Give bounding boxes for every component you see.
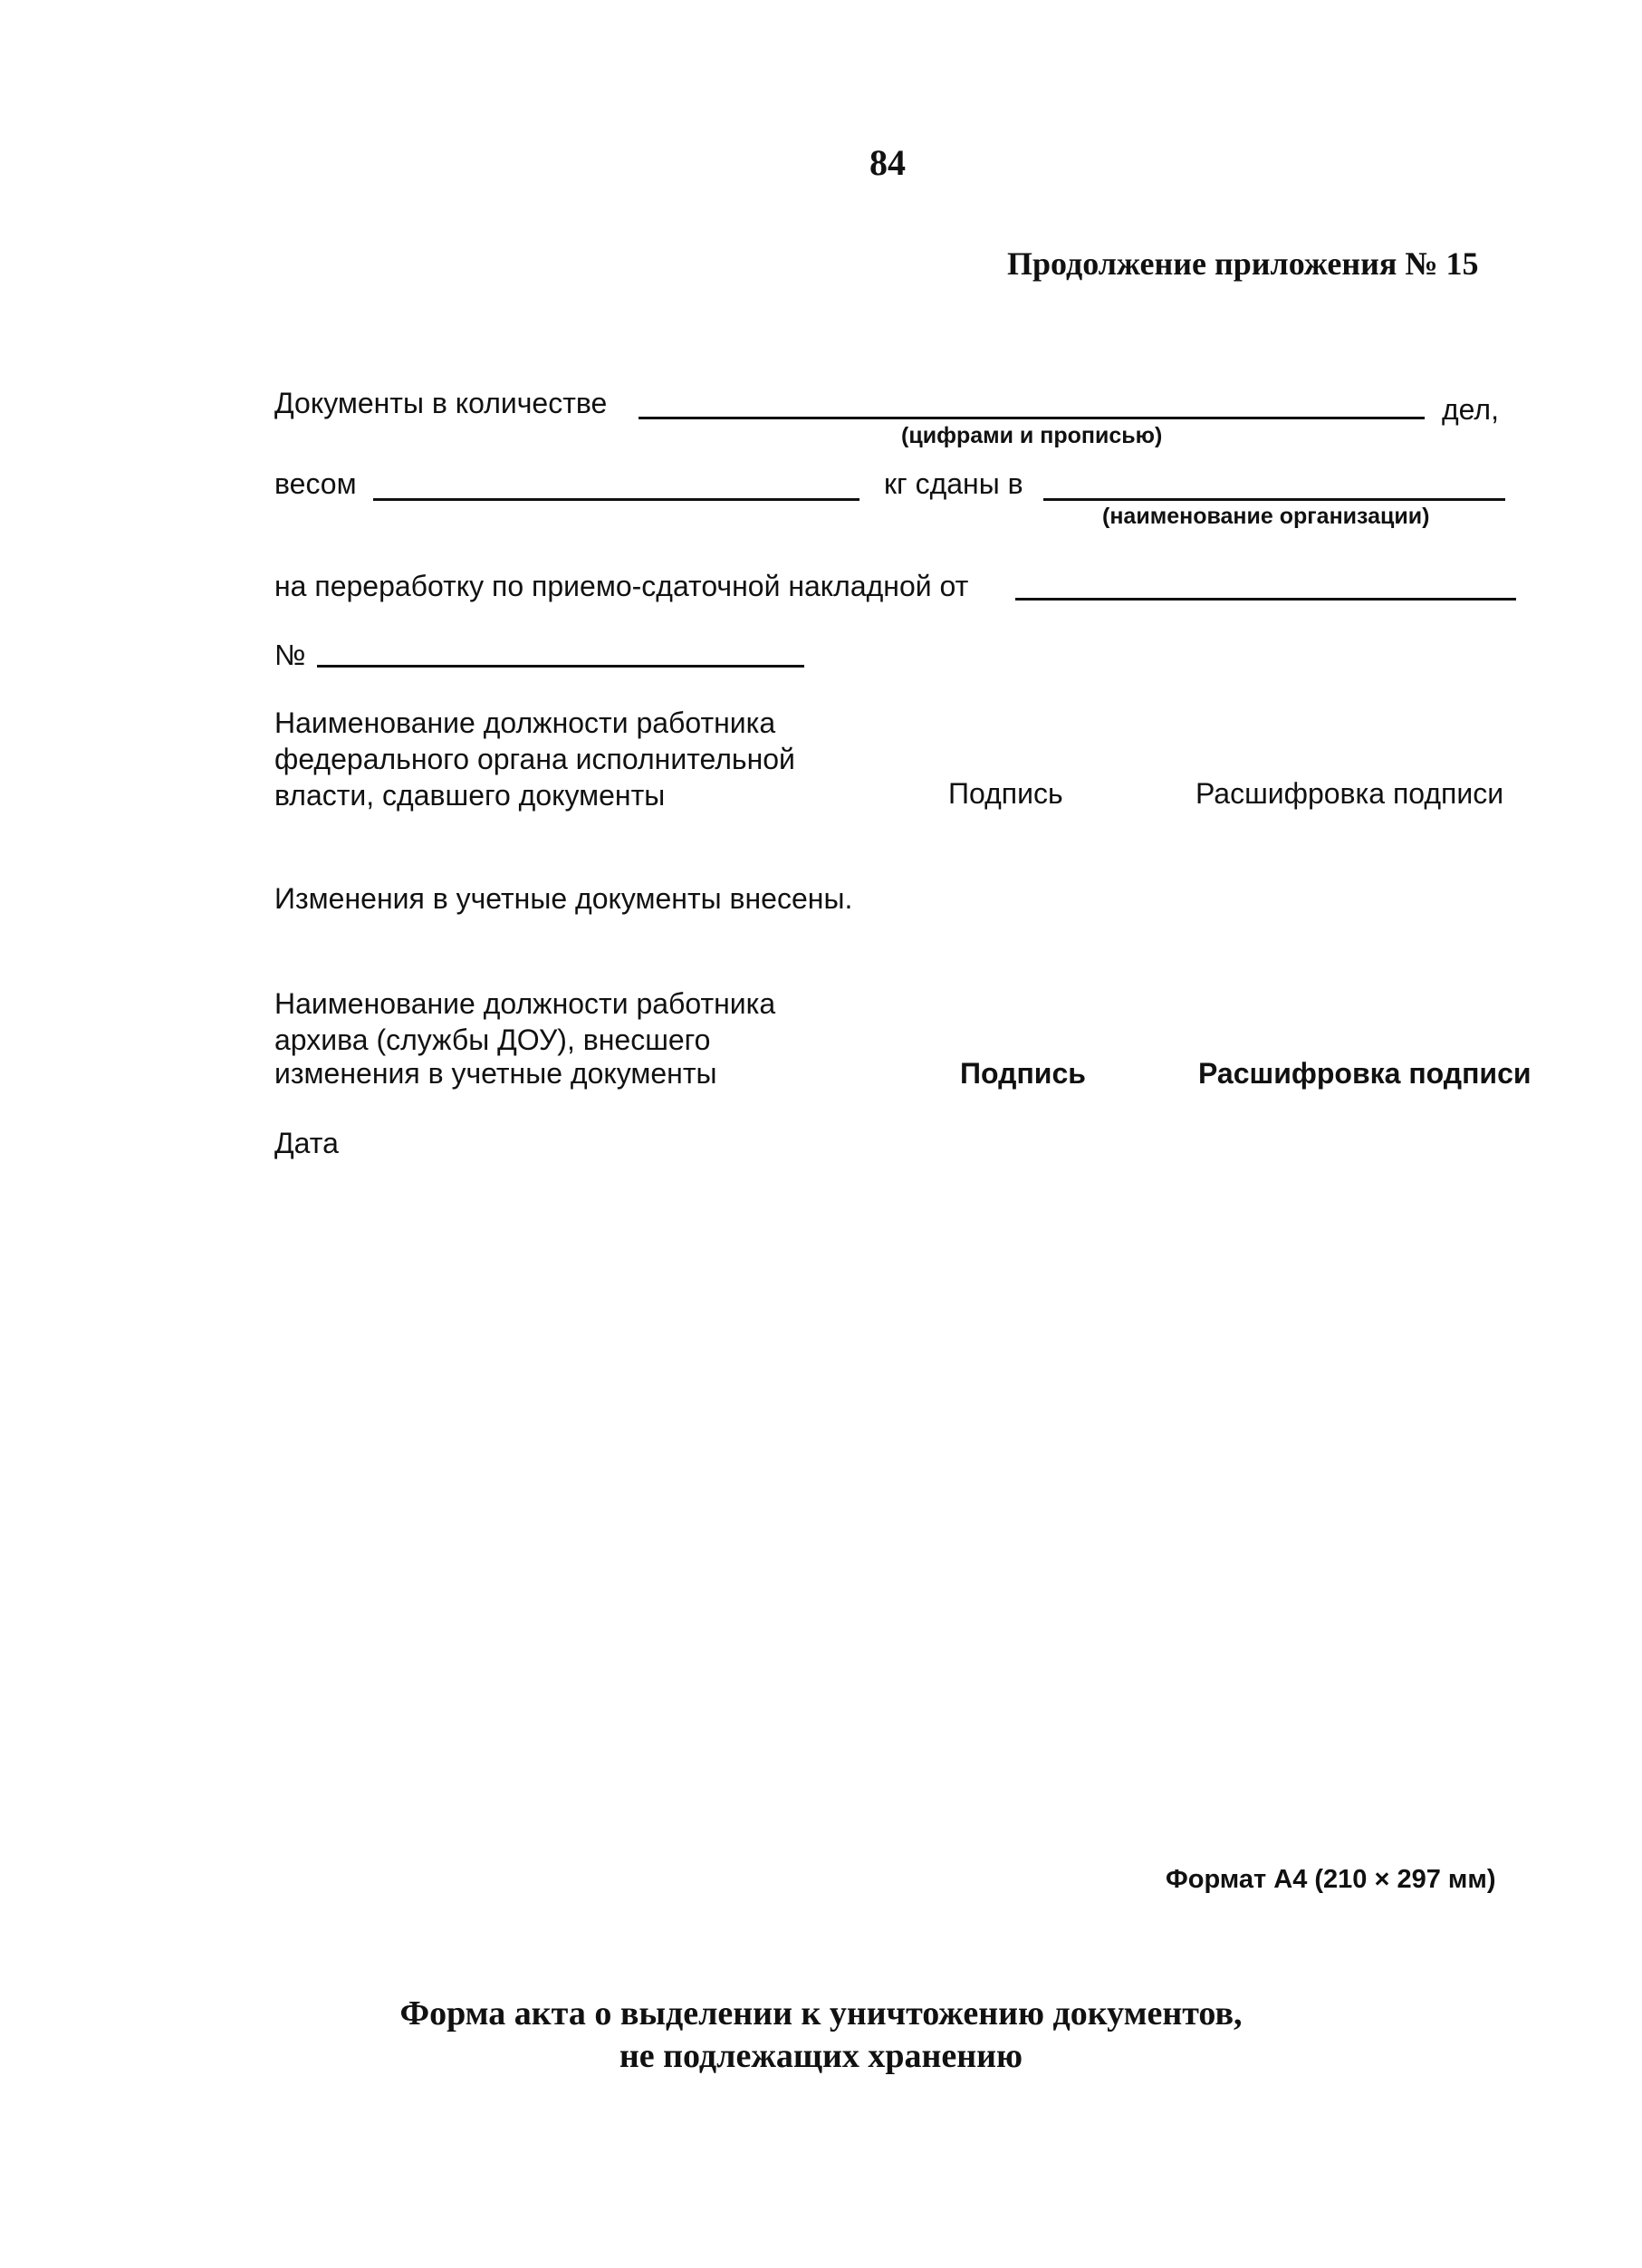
organization-underline[interactable] bbox=[1043, 498, 1505, 501]
signature-label: Подпись bbox=[948, 777, 1063, 810]
decoding-label: Расшифровка подписи bbox=[1198, 1057, 1532, 1090]
documents-quantity-label: Документы в количестве bbox=[274, 387, 608, 419]
weight-underline[interactable] bbox=[373, 498, 859, 501]
page-number: 84 bbox=[869, 142, 906, 183]
quantity-underline[interactable] bbox=[639, 417, 1425, 419]
position-line-1: Наименование должности работника bbox=[274, 706, 776, 739]
date-label: Дата bbox=[274, 1127, 339, 1159]
position-line-3: изменения в учетные документы bbox=[274, 1057, 717, 1090]
position-line-2: федерального органа исполнительной bbox=[274, 743, 795, 775]
kg-handed-label: кг сданы в bbox=[884, 467, 1023, 500]
format-note: Формат А4 (210 × 297 мм) bbox=[1166, 1865, 1496, 1894]
cases-unit: дел, bbox=[1442, 393, 1499, 426]
decoding-label: Расшифровка подписи bbox=[1195, 777, 1504, 810]
signature-label: Подпись bbox=[960, 1057, 1086, 1090]
number-underline[interactable] bbox=[317, 665, 804, 668]
position-line-1: Наименование должности работника bbox=[274, 987, 776, 1020]
appendix-header: Продолжение приложения № 15 bbox=[1007, 245, 1479, 282]
weight-label: весом bbox=[274, 467, 357, 500]
quantity-hint: (цифрами и прописью) bbox=[901, 423, 1163, 448]
position-line-3: власти, сдавшего документы bbox=[274, 779, 666, 812]
recycling-label: на переработку по приемо-сдаточной накладной от bbox=[274, 570, 969, 602]
next-section-title-line-1: Форма акта о выделении к уничтожению документов, bbox=[399, 1994, 1243, 2033]
number-label: № bbox=[274, 639, 306, 671]
changes-note: Изменения в учетные документы внесены. bbox=[274, 882, 853, 915]
organization-hint: (наименование организации) bbox=[1102, 504, 1430, 529]
next-section-title-line-2: не подлежащих хранению bbox=[619, 2037, 1023, 2075]
invoice-date-underline[interactable] bbox=[1015, 598, 1516, 601]
position-line-2: архива (службы ДОУ), внесшего bbox=[274, 1023, 711, 1056]
